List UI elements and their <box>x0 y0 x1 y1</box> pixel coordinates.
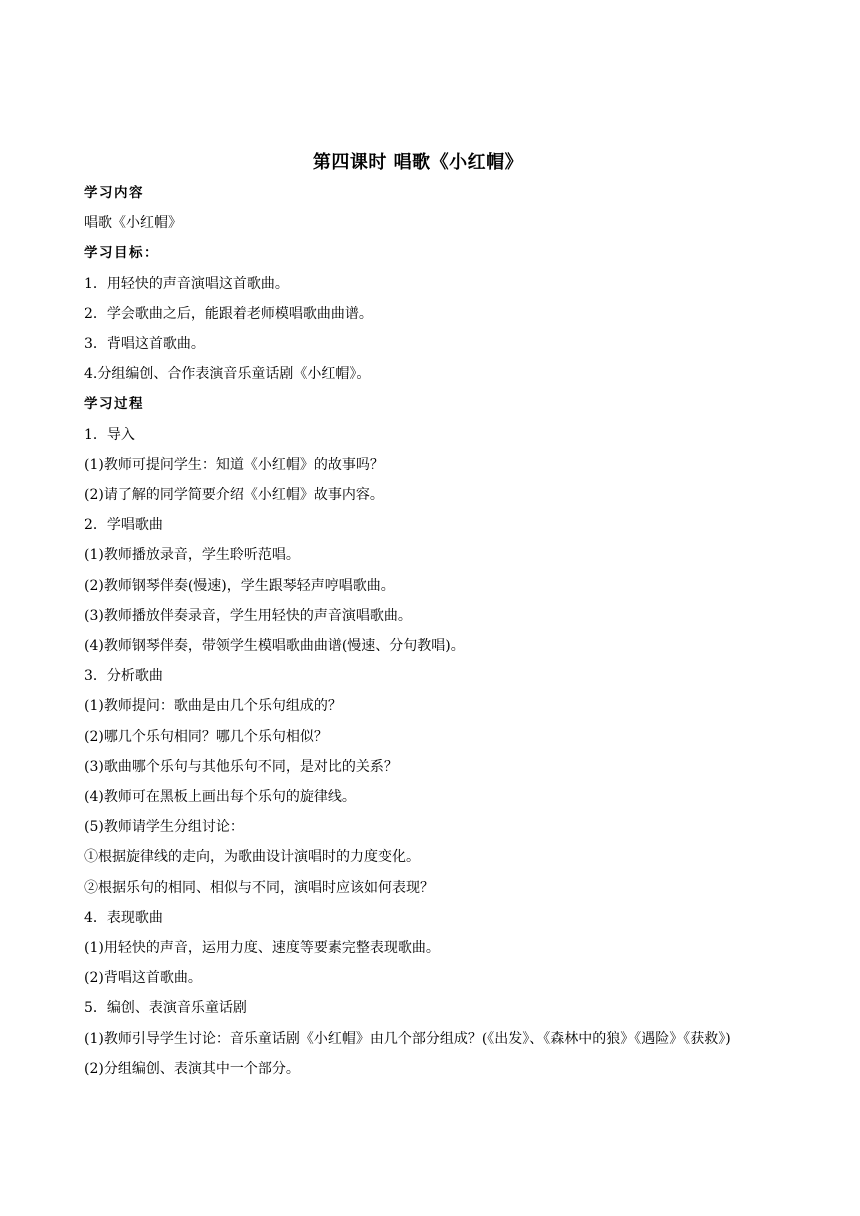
section-heading: 学习过程 <box>84 396 144 413</box>
body-line: (2)背唱这首歌曲。 <box>84 970 202 987</box>
body-line: (2)请了解的同学简要介绍《小红帽》故事内容。 <box>84 487 384 504</box>
body-line: ②根据乐句的相同、相似与不同，演唱时应该如何表现？ <box>84 879 434 896</box>
body-line: (1)教师提问：歌曲是由几个乐句组成的？ <box>84 698 342 715</box>
body-line: (1)用轻快的声音，运用力度、速度等要素完整表现歌曲。 <box>84 940 440 957</box>
body-line: 4.分组编创、合作表演音乐童话剧《小红帽》。 <box>84 366 371 383</box>
body-line: (2)教师钢琴伴奏(慢速)，学生跟琴轻声哼唱歌曲。 <box>84 577 395 594</box>
body-line: 3．背唱这首歌曲。 <box>84 336 205 353</box>
page-title: 第四课时 唱歌《小红帽》 <box>312 152 524 173</box>
body-line: 1．导入 <box>84 426 135 443</box>
body-line: 5．编创、表演音乐童话剧 <box>84 1000 247 1017</box>
body-line: (4)教师可在黑板上画出每个乐句的旋律线。 <box>84 789 356 806</box>
body-line: (1)教师可提问学生：知道《小红帽》的故事吗？ <box>84 456 384 473</box>
body-line: ①根据旋律线的走向，为歌曲设计演唱时的力度变化。 <box>84 849 420 866</box>
body-line: (5)教师请学生分组讨论： <box>84 819 244 836</box>
section-heading: 学习目标： <box>84 245 159 262</box>
body-line: (2)分组编创、表演其中一个部分。 <box>84 1060 300 1077</box>
body-line: (1)教师播放录音，学生聆听范唱。 <box>84 547 300 564</box>
body-line: 1．用轻快的声音演唱这首歌曲。 <box>84 275 289 292</box>
body-line: 2．学会歌曲之后，能跟着老师模唱歌曲曲谱。 <box>84 305 373 322</box>
body-line: (4)教师钢琴伴奏，带领学生模唱歌曲曲谱(慢速、分句教唱)。 <box>84 638 465 655</box>
document-body <box>84 178 784 1084</box>
body-line: 3．分析歌曲 <box>84 668 163 685</box>
body-line: (1)教师引导学生讨论：音乐童话剧《小红帽》由几个部分组成？(《出发》、《森林中的狼》《遇险》《获救》) <box>84 1030 731 1047</box>
section-heading: 学习内容 <box>84 185 144 201</box>
body-line: (2)哪几个乐句相同？哪几个乐句相似？ <box>84 728 328 745</box>
body-line: 2．学唱歌曲 <box>84 517 163 534</box>
body-line: 唱歌《小红帽》 <box>84 215 182 232</box>
body-line: 4．表现歌曲 <box>84 909 163 926</box>
body-line: (3)歌曲哪个乐句与其他乐句不同，是对比的关系？ <box>84 758 398 775</box>
body-line: (3)教师播放伴奏录音，学生用轻快的声音演唱歌曲。 <box>84 607 412 624</box>
